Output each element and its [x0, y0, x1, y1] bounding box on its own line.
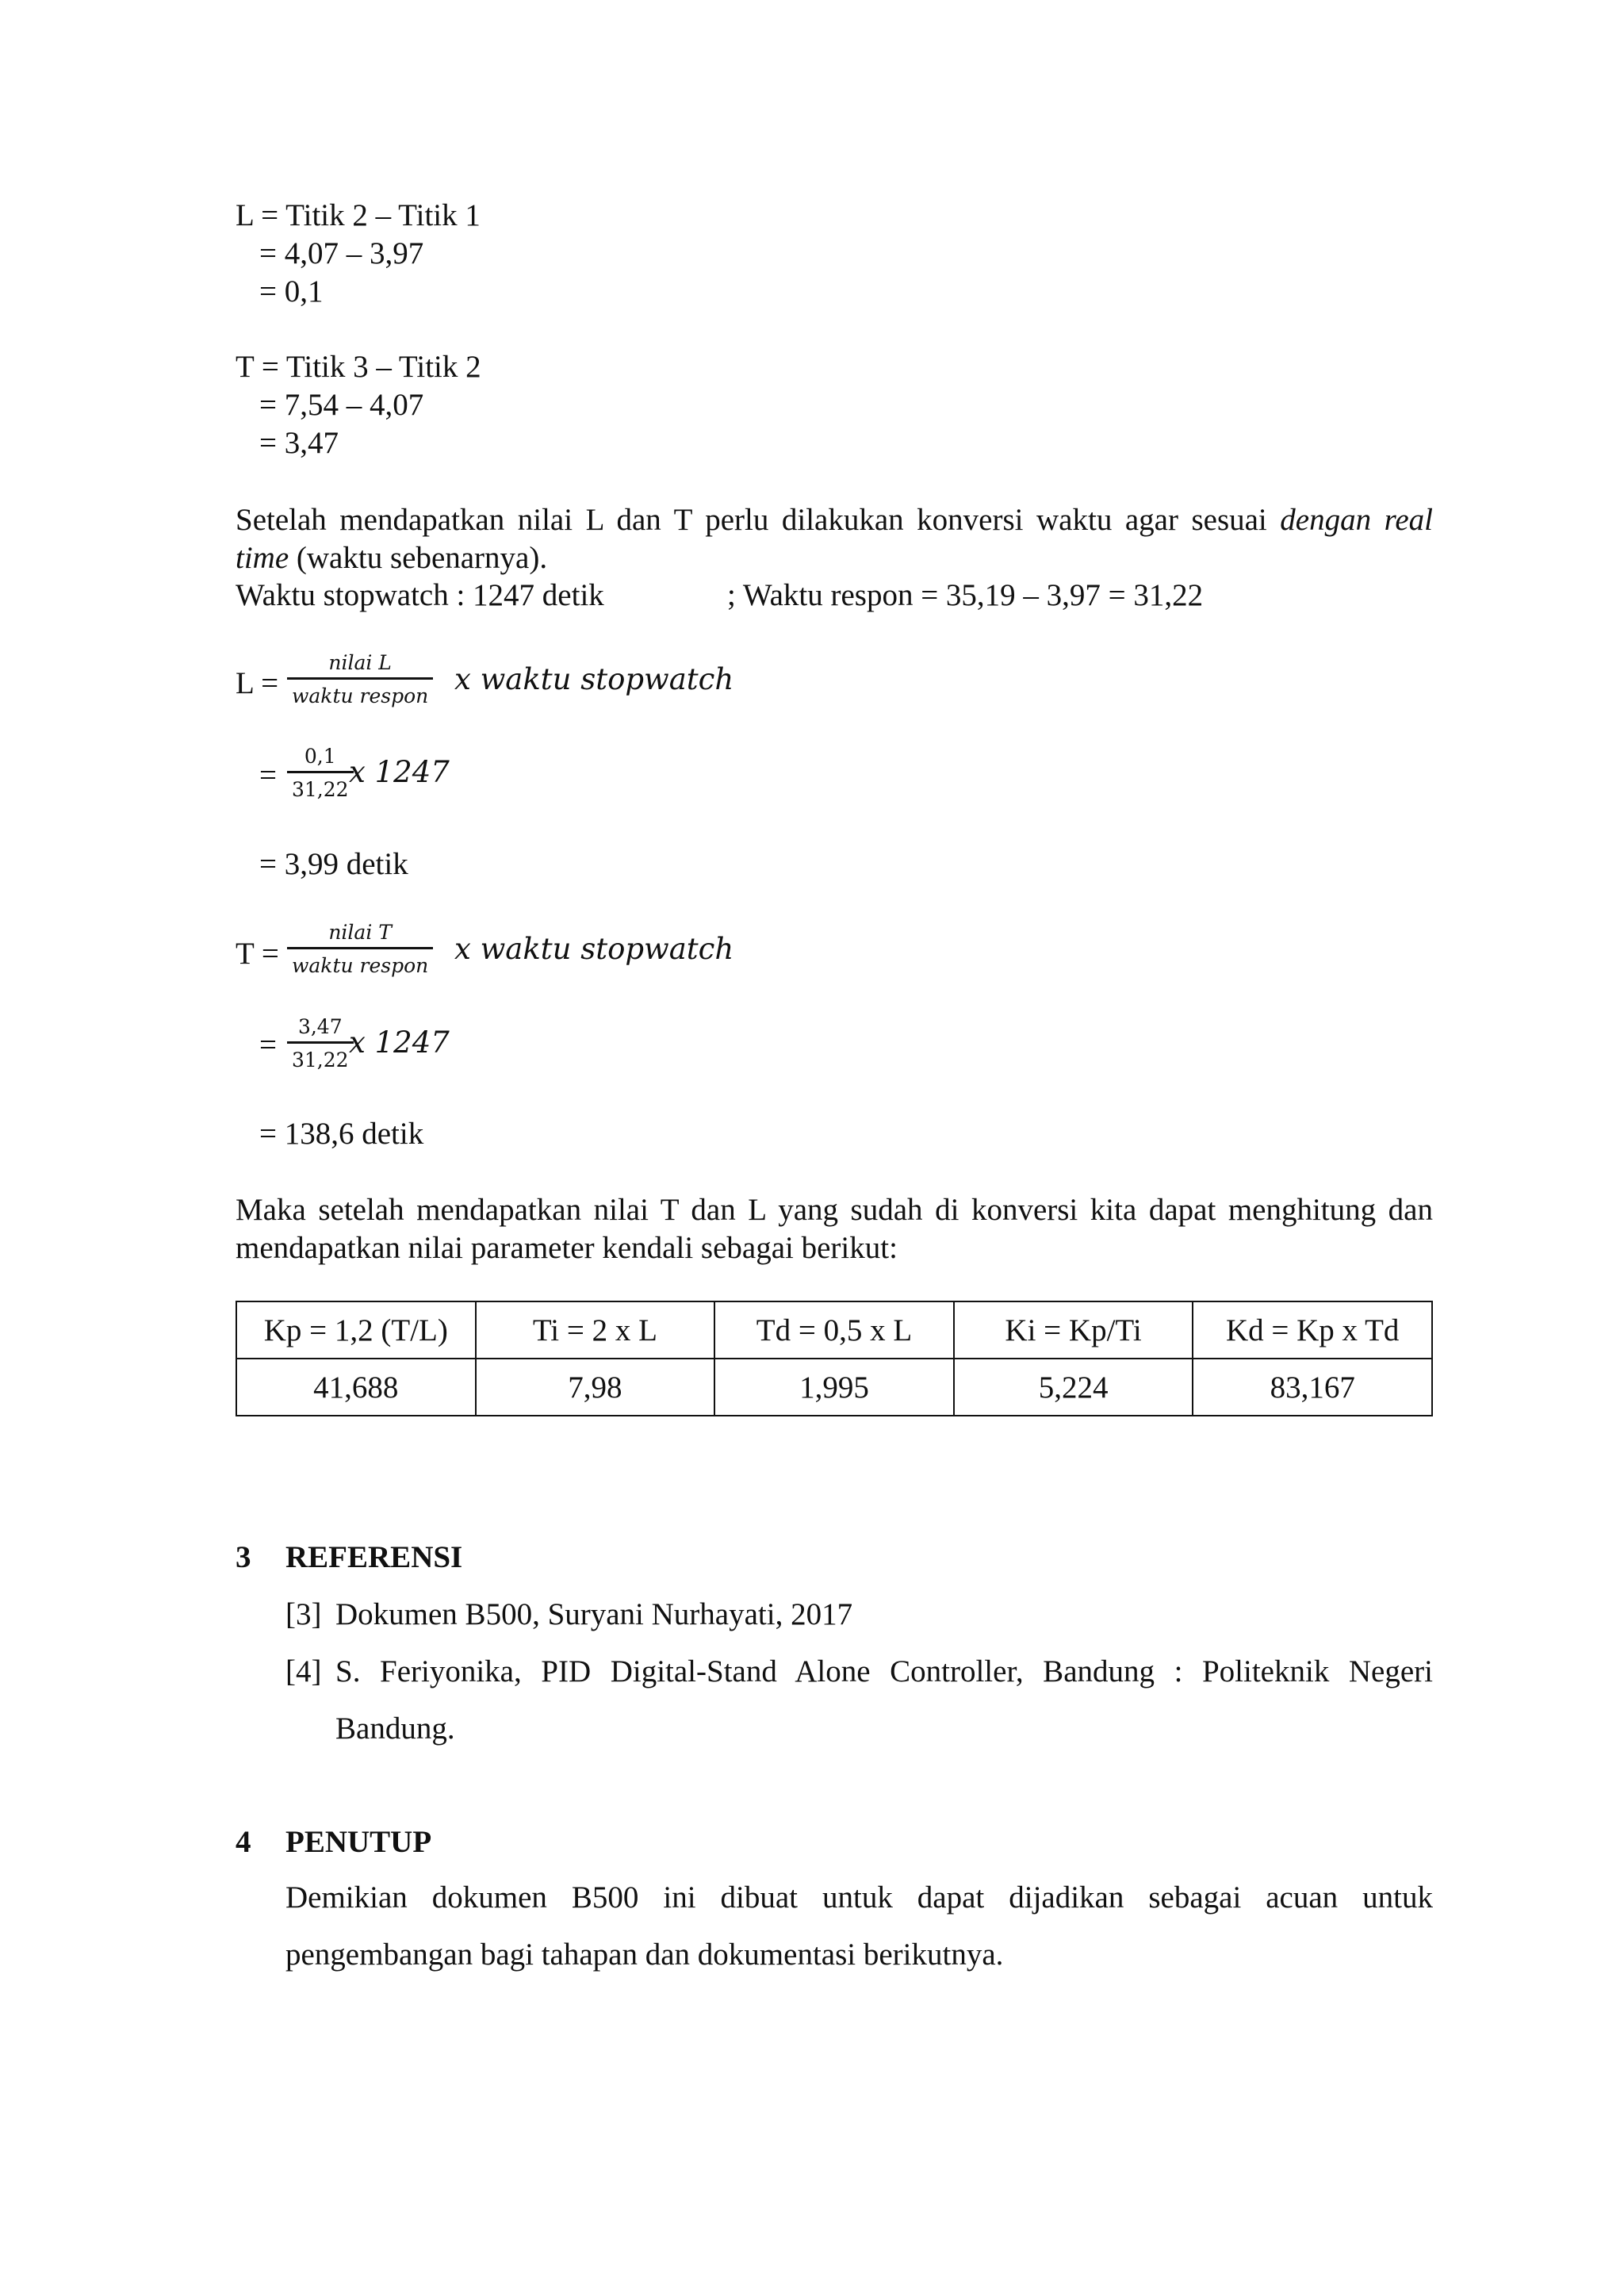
calc-l-line3: = 0,1 [259, 274, 324, 309]
formula-t-lhs: T = [236, 937, 279, 971]
conclusion-line2: mendapatkan nilai parameter kendali sebagai berikut: [236, 1231, 898, 1265]
table-cell: 5,224 [954, 1359, 1193, 1416]
intro-text-part1: Setelah mendapatkan nilai L dan T perlu dilakukan konversi waktu agar sesuai [236, 503, 1281, 537]
stopwatch-text: Waktu stopwatch : 1247 detik [236, 578, 604, 612]
formula-t-fraction2 [287, 1017, 354, 1070]
calc-t-line2: = 7,54 – 4,07 [259, 388, 424, 422]
formula-l-eq2: = [259, 758, 277, 792]
table-header-cell: Ki = Kp/Ti [954, 1301, 1193, 1359]
section-4-title: PENUTUP [285, 1825, 432, 1859]
formula-t-result: = 138,6 detik [259, 1117, 424, 1151]
table-row [236, 1359, 1432, 1416]
formula-l-result: = 3,99 detik [259, 847, 408, 881]
conclusion-line1: Maka setelah mendapatkan nilai T dan L yang sudah di konversi kita dapat menghitung dan [236, 1193, 1433, 1227]
reference-4-text-line1: S. Feriyonika, PID Digital-Stand Alone Controller, Bandung : Politeknik Negeri [335, 1654, 1433, 1688]
section-4-number: 4 [236, 1825, 251, 1859]
formula-t-rhs2: x 1247 [349, 1025, 450, 1060]
formula-t-denominator: waktu respon [292, 954, 429, 977]
calc-t-line3: = 3,47 [259, 426, 339, 460]
table-header-cell: Td = 0,5 x L [714, 1301, 954, 1359]
reference-3-text: Dokumen B500, Suryani Nurhayati, 2017 [335, 1597, 853, 1631]
formula-l-numerator2: 0,1 [304, 745, 336, 768]
calc-l-line2: = 4,07 – 3,97 [259, 236, 424, 270]
formula-t-rhs: x waktu stopwatch [454, 932, 734, 966]
formula-t-fraction [287, 922, 433, 976]
formula-l-denominator: waktu respon [292, 684, 429, 707]
formula-l-fraction2 [287, 746, 354, 799]
table-header-cell: Ti = 2 x L [476, 1301, 715, 1359]
formula-l-rhs: x waktu stopwatch [454, 662, 734, 696]
reference-3-label: [3] [285, 1597, 322, 1631]
formula-t-numerator: nilai T [328, 921, 392, 944]
formula-t-denominator2: 31,22 [292, 1048, 349, 1071]
penutup-paragraph: Demikian dokumen B500 ini dibuat untuk dapat dijadikan sebagai acuan untuk pengembangan bagi tahapan dan dokumentasi berikutnya. [285, 1880, 1433, 1972]
table-header-cell: Kp = 1,2 (T/L) [236, 1301, 476, 1359]
parameter-table [236, 1301, 1433, 1416]
table-cell: 83,167 [1193, 1359, 1432, 1416]
table-cell: 7,98 [476, 1359, 715, 1416]
table-cell: 41,688 [236, 1359, 476, 1416]
formula-t-numerator2: 3,47 [297, 1015, 343, 1038]
formula-l-lhs: L = [236, 666, 279, 700]
respon-text: ; Waktu respon = 35,19 – 3,97 = 31,22 [727, 578, 1204, 612]
calc-l-line1: L = Titik 2 – Titik 1 [236, 198, 481, 232]
formula-l-rhs2: x 1247 [349, 755, 450, 789]
formula-l-numerator: nilai L [328, 651, 392, 674]
calc-t-line1: T = Titik 3 – Titik 2 [236, 350, 481, 384]
intro-text-part2: (waktu sebenarnya). [289, 541, 548, 575]
table-header-row [236, 1301, 1432, 1359]
formula-l-denominator2: 31,22 [292, 778, 349, 801]
intro-italic-1: dengan real [1280, 503, 1433, 537]
formula-t-eq2: = [259, 1028, 277, 1062]
table-cell: 1,995 [714, 1359, 954, 1416]
formula-l-fraction [287, 653, 433, 706]
section-3-title: REFERENSI [285, 1540, 463, 1574]
table-header-cell: Kd = Kp x Td [1193, 1301, 1432, 1359]
intro-line2 [236, 542, 547, 573]
intro-line1 [236, 504, 1433, 535]
section-3-number: 3 [236, 1540, 251, 1574]
intro-italic-2: time [236, 541, 289, 575]
reference-4-label: [4] [285, 1654, 322, 1688]
reference-4-text-line2: Bandung. [335, 1711, 455, 1746]
